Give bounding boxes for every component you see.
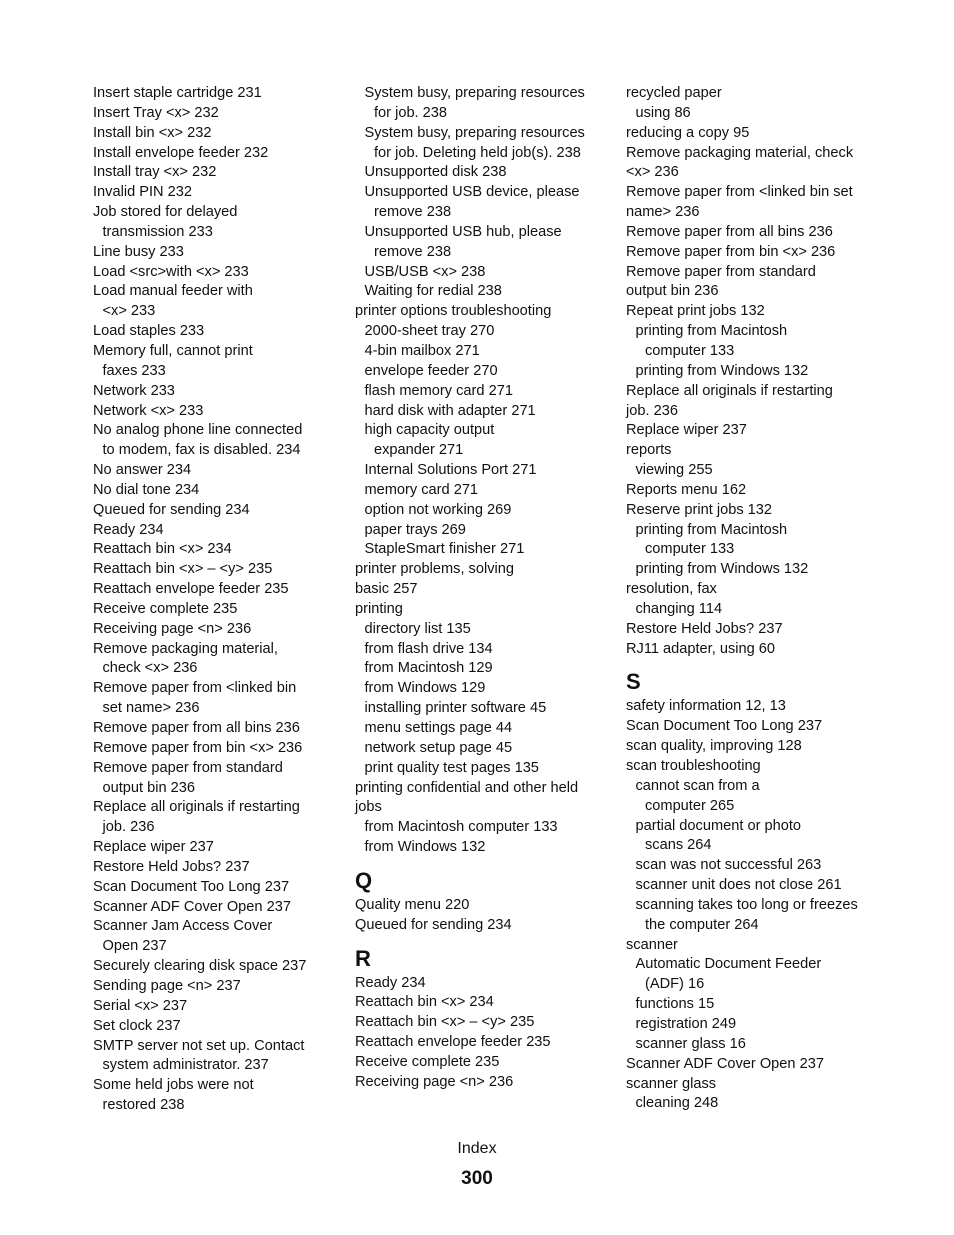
index-entry: RJ11 adapter, using 60 bbox=[626, 640, 776, 657]
index-entry: Receiving page <n> 236 bbox=[355, 1073, 514, 1090]
index-subentry: Unsupported disk 238 bbox=[364, 164, 507, 181]
index-entry: Remove paper from standard bbox=[93, 759, 283, 776]
index-entry: Scan Document Too Long 237 bbox=[626, 718, 823, 735]
index-entry: Reattach envelope feeder 235 bbox=[93, 581, 289, 598]
index-subentry: cannot scan from a bbox=[635, 777, 760, 794]
index-subentry: the computer 264 bbox=[645, 916, 759, 933]
index-entry: Remove paper from all bins 236 bbox=[626, 223, 833, 240]
index-entry: Insert Tray <x> 232 bbox=[93, 104, 219, 121]
index-entry: Remove paper from bin <x> 236 bbox=[93, 739, 303, 756]
index-entry: resolution, fax bbox=[626, 581, 717, 598]
index-entry: Replace wiper 237 bbox=[93, 839, 214, 856]
index-entry: Remove paper from bin <x> 236 bbox=[626, 243, 836, 260]
index-entry: Memory full, cannot print bbox=[93, 342, 253, 359]
index-entry: Ready 234 bbox=[355, 974, 426, 991]
index-entry: Job stored for delayed bbox=[93, 204, 238, 221]
index-subentry: from flash drive 134 bbox=[364, 640, 493, 657]
index-subentry: restored 238 bbox=[102, 1097, 185, 1114]
index-entry: Queued for sending 234 bbox=[93, 501, 250, 518]
index-subentry: network setup page 45 bbox=[364, 739, 513, 756]
index-entry: scan quality, improving 128 bbox=[626, 738, 802, 755]
index-entry: Install tray <x> 232 bbox=[93, 164, 217, 181]
index-entry: Restore Held Jobs? 237 bbox=[93, 858, 250, 875]
index-subentry: check <x> 236 bbox=[102, 660, 198, 677]
index-entry: Queued for sending 234 bbox=[355, 916, 512, 933]
index-entry: Remove paper from standard bbox=[626, 263, 816, 280]
index-entry: Receiving page <n> 236 bbox=[93, 620, 252, 637]
index-subentry: option not working 269 bbox=[364, 501, 512, 518]
index-subentry: viewing 255 bbox=[635, 462, 713, 479]
index-entry: Remove paper from <linked bin set bbox=[626, 184, 853, 201]
index-entry: printing bbox=[355, 600, 403, 617]
index-subentry: Unsupported USB device, please bbox=[364, 184, 580, 201]
index-subentry: from Macintosh 129 bbox=[364, 660, 493, 677]
index-subentry: directory list 135 bbox=[364, 620, 471, 637]
index-entry: Scan Document Too Long 237 bbox=[93, 878, 290, 895]
index-entry: Scanner Jam Access Cover bbox=[93, 918, 273, 935]
index-subentry: (ADF) 16 bbox=[645, 976, 705, 993]
index-column-3 bbox=[626, 84, 888, 1114]
index-entry: Securely clearing disk space 237 bbox=[93, 958, 307, 975]
index-entry: Replace all originals if restarting bbox=[93, 799, 300, 816]
index-column-1 bbox=[93, 84, 343, 1116]
index-entry: basic 257 bbox=[355, 581, 418, 598]
index-entry: Repeat print jobs 132 bbox=[626, 303, 765, 320]
index-subentry: USB/USB <x> 238 bbox=[364, 263, 486, 280]
index-entry: jobs bbox=[355, 799, 382, 816]
index-entry: scanner glass bbox=[626, 1075, 717, 1092]
index-subentry: menu settings page 44 bbox=[364, 720, 513, 736]
index-subentry: System busy, preparing resources bbox=[364, 124, 585, 141]
index-entry: scan troubleshooting bbox=[626, 758, 761, 774]
index-subentry: set name> 236 bbox=[102, 700, 200, 717]
index-entry: Reattach bin <x> – <y> 235 bbox=[93, 561, 273, 578]
index-entry: Reattach bin <x> 234 bbox=[355, 994, 494, 1011]
index-entry: Load <src>with <x> 233 bbox=[93, 263, 249, 280]
index-entry: Restore Held Jobs? 237 bbox=[626, 620, 783, 637]
index-subentry: Waiting for redial 238 bbox=[364, 283, 502, 300]
index-subentry: remove 238 bbox=[374, 204, 452, 221]
index-subentry: transmission 233 bbox=[102, 223, 213, 240]
index-subentry: 2000-sheet tray 270 bbox=[364, 323, 495, 340]
index-subentry: to modem, fax is disabled. 234 bbox=[102, 442, 301, 459]
index-subentry: printing from Windows 132 bbox=[635, 362, 809, 379]
index-entry: printing confidential and other held bbox=[355, 779, 579, 796]
index-entry: scanner bbox=[626, 936, 678, 953]
index-entry: Scanner ADF Cover Open 237 bbox=[93, 898, 291, 915]
index-entry: Serial <x> 237 bbox=[93, 997, 188, 1014]
index-subentry: installing printer software 45 bbox=[364, 700, 547, 717]
index-subentry: from Windows 129 bbox=[364, 680, 486, 697]
index-entry: No answer 234 bbox=[93, 462, 192, 479]
index-entry: Insert staple cartridge 231 bbox=[93, 85, 262, 101]
index-entry: recycled paper bbox=[626, 85, 722, 101]
index-section-letter: S bbox=[626, 669, 641, 695]
index-entry: job. 236 bbox=[626, 402, 678, 419]
index-subentry: scans 264 bbox=[645, 837, 712, 854]
index-entry: Load manual feeder with bbox=[93, 283, 253, 300]
index-subentry: hard disk with adapter 271 bbox=[364, 402, 536, 419]
index-entry: name> 236 bbox=[626, 204, 700, 221]
index-subentry: <x> 233 bbox=[102, 303, 156, 320]
index-entry: Remove paper from <linked bin bbox=[93, 680, 297, 697]
index-subentry: flash memory card 271 bbox=[364, 382, 513, 399]
index-subentry: partial document or photo bbox=[635, 817, 801, 834]
index-entry: Reports menu 162 bbox=[626, 481, 747, 498]
index-subentry: remove 238 bbox=[374, 243, 452, 260]
index-subentry: computer 265 bbox=[645, 797, 735, 814]
index-section-letter: Q bbox=[355, 867, 373, 893]
index-entry: reports bbox=[626, 442, 672, 459]
index-entry: Ready 234 bbox=[93, 521, 164, 538]
index-entry: Replace all originals if restarting bbox=[626, 382, 833, 399]
index-subentry: Unsupported USB hub, please bbox=[364, 223, 562, 240]
index-entry: Remove packaging material, check bbox=[626, 144, 854, 161]
index-entry: Receive complete 235 bbox=[93, 600, 238, 617]
index-entry: Network 233 bbox=[93, 382, 175, 399]
index-subentry: envelope feeder 270 bbox=[364, 362, 498, 379]
index-subentry: printing from Macintosh bbox=[635, 323, 788, 340]
index-subentry: System busy, preparing resources bbox=[364, 85, 585, 101]
index-entry: Set clock 237 bbox=[93, 1017, 181, 1034]
index-entry: No dial tone 234 bbox=[93, 481, 200, 498]
index-entry: Install bin <x> 232 bbox=[93, 124, 212, 141]
index-entry: Some held jobs were not bbox=[93, 1077, 254, 1094]
index-subentry: from Windows 132 bbox=[364, 839, 486, 856]
index-entry: Sending page <n> 237 bbox=[93, 977, 241, 994]
index-entry: Scanner ADF Cover Open 237 bbox=[626, 1055, 824, 1072]
index-entry: Remove paper from all bins 236 bbox=[93, 720, 300, 736]
page-number: 300 bbox=[461, 1168, 493, 1189]
footer-section-label: Index bbox=[457, 1140, 497, 1157]
index-subentry: printing from Macintosh bbox=[635, 521, 788, 538]
index-section-letter: R bbox=[355, 945, 371, 971]
index-subentry: StapleSmart finisher 271 bbox=[364, 541, 525, 558]
index-subentry: expander 271 bbox=[374, 442, 464, 459]
index-subentry: for job. Deleting held job(s). 238 bbox=[374, 144, 581, 161]
index-subentry: output bin 236 bbox=[102, 779, 196, 796]
index-entry: Reattach bin <x> 234 bbox=[93, 541, 232, 558]
index-entry: Load staples 233 bbox=[93, 323, 205, 340]
index-subentry: computer 133 bbox=[645, 342, 735, 359]
index-subentry: Automatic Document Feeder bbox=[635, 956, 822, 973]
index-entry: printer options troubleshooting bbox=[355, 303, 552, 320]
index-subentry: job. 236 bbox=[102, 819, 155, 836]
index-entry: printer problems, solving bbox=[355, 561, 514, 578]
index-subentry: printing from Windows 132 bbox=[635, 561, 809, 578]
index-entry: Line busy 233 bbox=[93, 243, 184, 260]
index-subentry: paper trays 269 bbox=[364, 521, 466, 538]
index-subentry: registration 249 bbox=[635, 1015, 737, 1032]
index-entry: Reserve print jobs 132 bbox=[626, 501, 773, 518]
index-entry: reducing a copy 95 bbox=[626, 124, 750, 141]
index-subentry: system administrator. 237 bbox=[102, 1057, 269, 1074]
index-entry: safety information 12, 13 bbox=[626, 698, 786, 715]
index-subentry: 4-bin mailbox 271 bbox=[364, 342, 480, 359]
index-entry: Receive complete 235 bbox=[355, 1053, 500, 1070]
index-column-2 bbox=[355, 84, 617, 1093]
index-subentry: Open 237 bbox=[102, 938, 167, 955]
index-subentry: using 86 bbox=[635, 104, 691, 121]
index-subentry: functions 15 bbox=[635, 996, 715, 1013]
index-subentry: cleaning 248 bbox=[635, 1095, 719, 1112]
index-entry: Invalid PIN 232 bbox=[93, 184, 192, 201]
index-entry: <x> 236 bbox=[626, 164, 679, 181]
index-subentry: scan was not successful 263 bbox=[635, 857, 822, 874]
index-subentry: changing 114 bbox=[635, 600, 723, 617]
index-entry: Reattach bin <x> – <y> 235 bbox=[355, 1014, 535, 1031]
index-subentry: scanner unit does not close 261 bbox=[635, 877, 842, 894]
index-subentry: Internal Solutions Port 271 bbox=[364, 462, 537, 479]
index-entry: Quality menu 220 bbox=[355, 896, 470, 913]
index-subentry: from Macintosh computer 133 bbox=[364, 819, 558, 836]
index-entry: SMTP server not set up. Contact bbox=[93, 1037, 305, 1054]
index-subentry: memory card 271 bbox=[364, 481, 479, 498]
index-subentry: scanning takes too long or freezes bbox=[635, 896, 858, 913]
index-entry: Reattach envelope feeder 235 bbox=[355, 1034, 551, 1051]
index-subentry: print quality test pages 135 bbox=[364, 759, 539, 776]
index-entry: Remove packaging material, bbox=[93, 640, 278, 657]
index-entry: Network <x> 233 bbox=[93, 402, 204, 419]
index-entry: Replace wiper 237 bbox=[626, 422, 747, 439]
index-subentry: high capacity output bbox=[364, 422, 495, 439]
index-entry: Install envelope feeder 232 bbox=[93, 144, 269, 161]
index-subentry: faxes 233 bbox=[102, 362, 166, 379]
index-subentry: scanner glass 16 bbox=[635, 1035, 746, 1052]
index-subentry: for job. 238 bbox=[374, 104, 448, 121]
index-subentry: computer 133 bbox=[645, 541, 735, 558]
index-entry: output bin 236 bbox=[626, 283, 719, 300]
index-entry: No analog phone line connected bbox=[93, 422, 303, 439]
